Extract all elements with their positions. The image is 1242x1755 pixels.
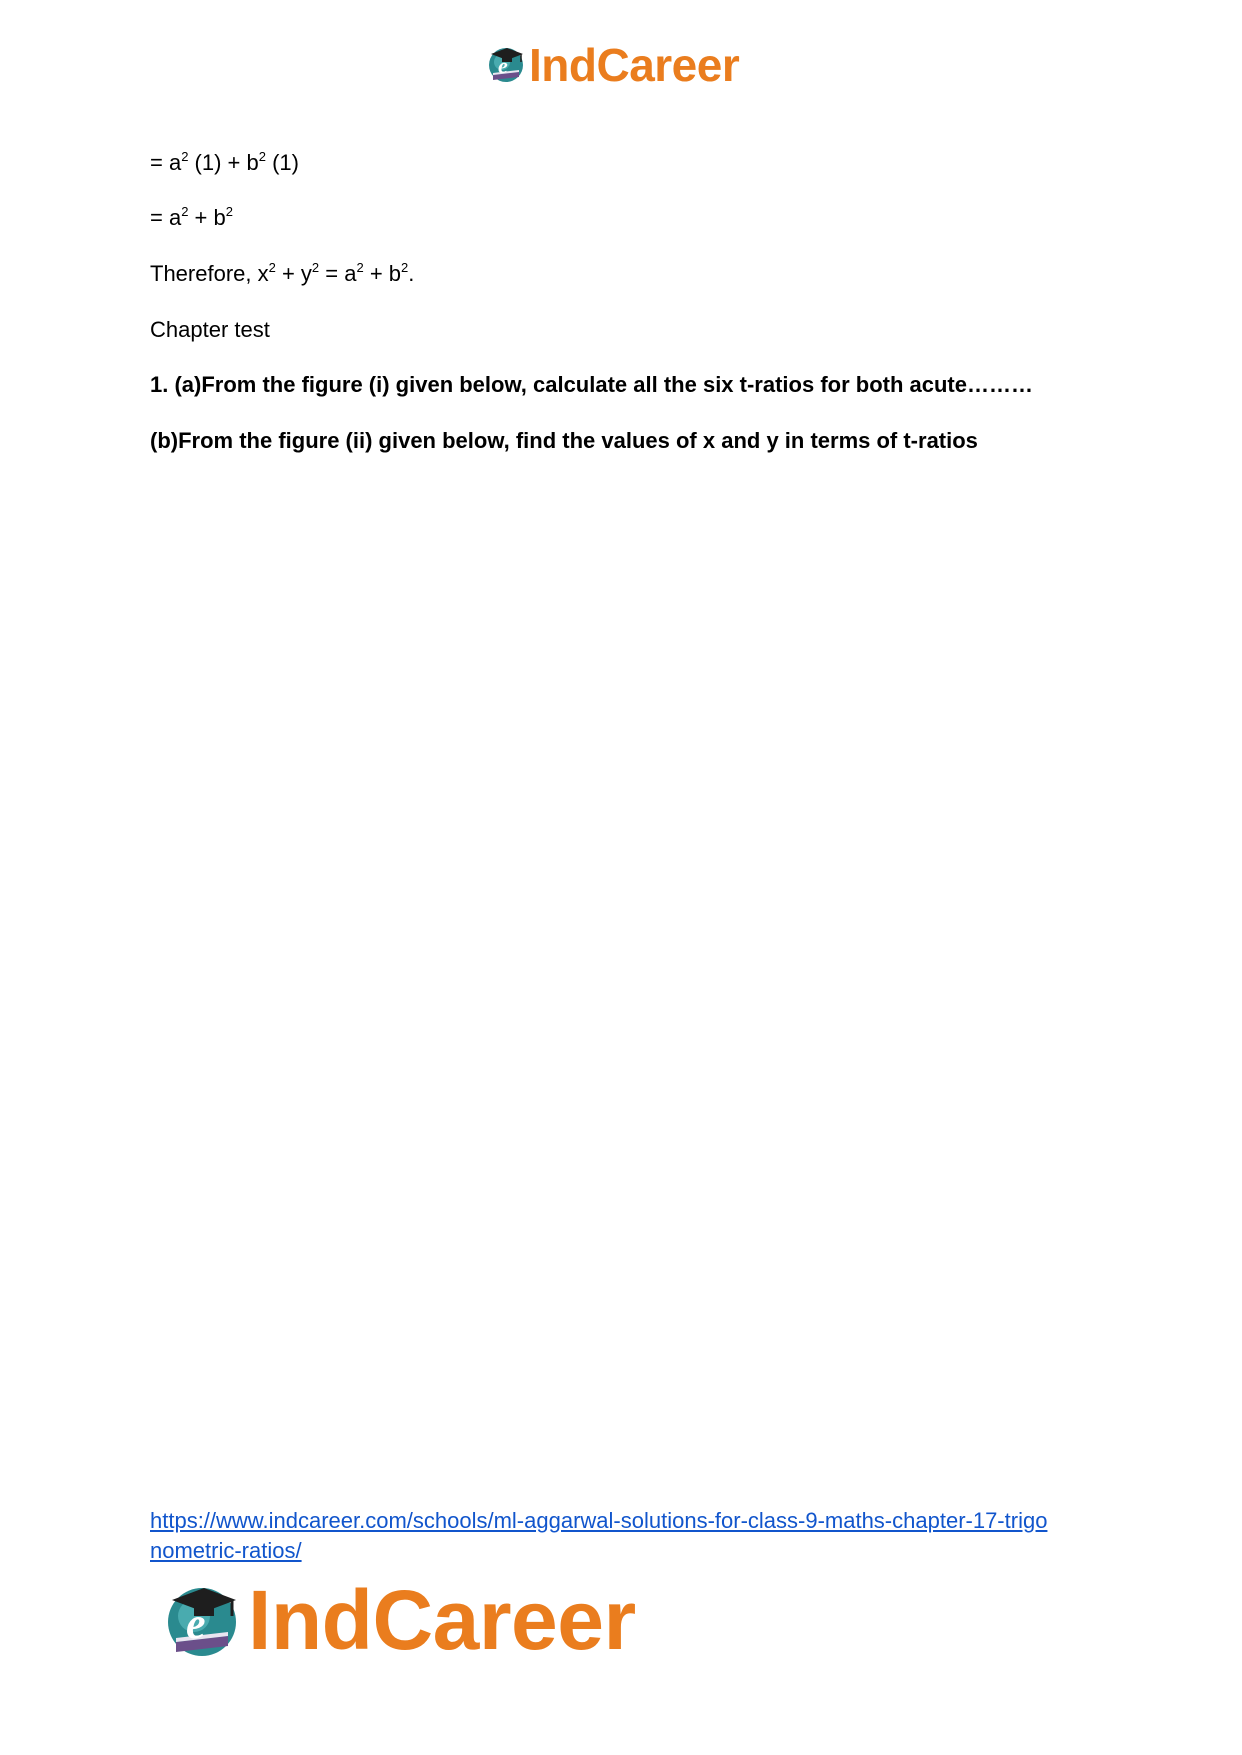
header-logo	[485, 40, 739, 90]
graduation-cap-globe-books-icon	[160, 1576, 244, 1665]
footer-link-line-1[interactable]: https://www.indcareer.com/schools/ml-aggarwal-solutions-for-class-9-maths-chapter-17-trigo	[150, 1508, 1048, 1533]
graduation-cap-globe-icon	[485, 42, 527, 89]
conclusion-line: Therefore, $x^2 + y^2 = a^2 + b^2$.	[150, 260, 415, 286]
question-b: (b)From the figure (ii) given below, find the values of x and y in terms of t-ratios	[150, 428, 978, 453]
footer-link-line-2[interactable]: nometric-ratios/	[150, 1538, 302, 1563]
svg-text:e: e	[498, 52, 508, 78]
svg-text:e: e	[186, 1598, 206, 1648]
footer-logo	[160, 1575, 636, 1665]
chapter-heading: Chapter test	[150, 317, 270, 342]
header-logo-text: IndCareer	[529, 39, 740, 91]
footer-logo-text: IndCareer	[248, 1573, 636, 1667]
footer-source-link[interactable]	[150, 1506, 1100, 1566]
question-a: 1. (a)From the figure (i) given below, calculate all the six t-ratios for both acute………	[150, 372, 1033, 397]
equation-line-1: = $a^2$ $(1) + b^2$ (1)	[150, 149, 299, 175]
equation-line-2: = $a^2 + b^2$	[150, 204, 233, 230]
